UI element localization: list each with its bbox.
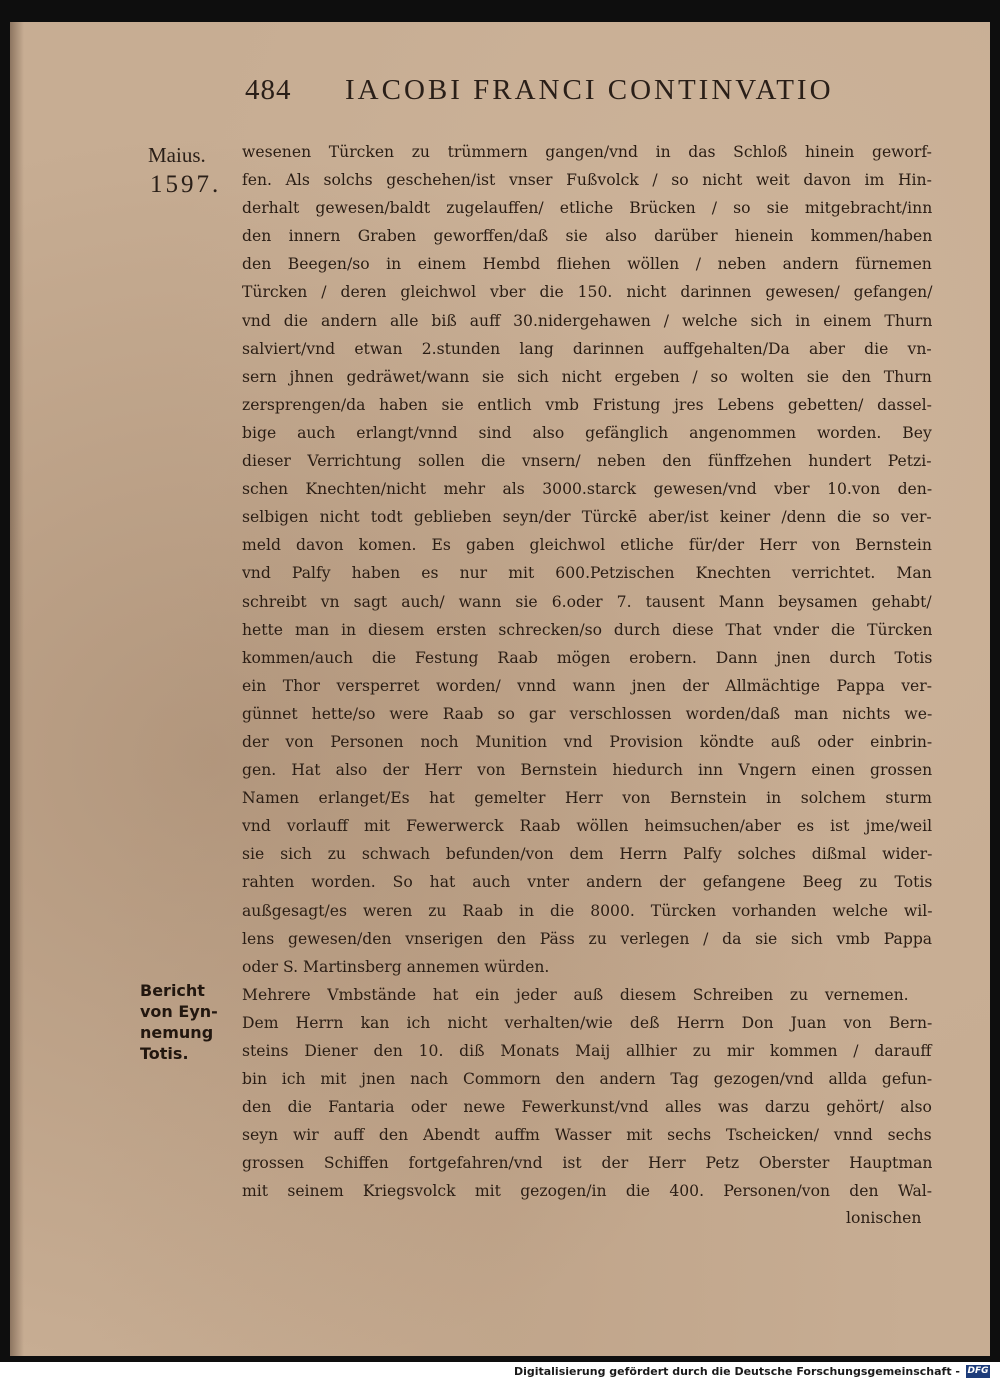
body-text (242, 138, 942, 1206)
text-line: steins Diener den 10. diß Monats Maij allhier zu mir kommen / darauff (242, 1042, 932, 1060)
text-line: den die Fantaria oder newe Fewerkunst/vnd alles was darzu gehört/ also (242, 1098, 932, 1117)
margin-note-line: von Eyn- (140, 1002, 218, 1021)
margin-date (148, 140, 248, 200)
text-line: kommen/auch die Festung Raab mögen erobern. Dann jnen durch Totis (242, 648, 933, 667)
text-line: oder S. Martinsberg annemen würden. (242, 957, 550, 976)
text-line: Türcken / deren gleichwol vber die 150. nicht darinnen gewesen/ gefangen/ (242, 283, 933, 302)
text-line: rahten worden. So hat auch vnter andern der gefangene Beeg zu Totis (242, 873, 933, 892)
margin-year: 1597. (150, 171, 222, 198)
text-line: salviert/vnd etwan 2.stunden lang darinnen auffgehalten/Da aber die vn- (242, 339, 932, 358)
text-line: hette man in diesem ersten schrecken/so durch diese That vnder die Türcken (242, 620, 933, 639)
text-line: mit seinem Kriegsvolck mit gezogen/in die 400. Personen/von den Wal- (242, 1182, 933, 1201)
book-page (10, 22, 990, 1356)
page-edge-shadow (10, 22, 24, 1356)
text-line: günnet hette/so were Raab so gar verschlossen worden/daß man nichts we- (242, 704, 933, 723)
text-line: ein Thor versperret worden/ vnnd wann jnen der Allmächtige Pappa ver- (242, 676, 933, 695)
text-line: bin ich mit jnen nach Commorn den andern Tag gezogen/vnd allda gefun- (242, 1070, 933, 1089)
text-line: zersprengen/da haben sie entlich vmb Fristung jres Lebens gebetten/ dassel- (242, 395, 932, 414)
text-line: fen. Als solchs geschehen/ist vnser Fußvolck / so nicht weit davon im Hin- (242, 171, 932, 190)
margin-note-line: nemung (140, 1023, 214, 1042)
margin-month: Maius. (148, 143, 206, 167)
text-line: vnd die andern alle biß auff 30.nidergehawen / welche sich in einem Thurn (242, 311, 933, 330)
text-line: der von Personen noch Munition vnd Provision köndte auß oder einbrin- (242, 732, 933, 751)
text-line: Namen erlanget/Es hat gemelter Herr von Bernstein in solchem sturm (242, 789, 932, 808)
text-line: lens gewesen/den vnserigen den Päss zu verlegen / da sie sich vmb Pappa (242, 929, 933, 948)
text-line: gen. Hat also der Herr von Bernstein hiedurch inn Vngern einen grossen (242, 761, 933, 780)
catchword: lonischen (846, 1209, 922, 1227)
page-title: IACOBI FRANCI CONTINVATIO (345, 74, 834, 106)
margin-note (140, 980, 250, 1064)
text-line: den Beegen/so in einem Hembd fliehen wöllen / neben andern fürnemen (242, 255, 932, 274)
text-line: vnd vorlauff mit Fewerwerck Raab wöllen heimsuchen/aber es ist jme/weil (242, 817, 933, 836)
text-line: sie sich zu schwach befunden/von dem Herrn Palfy solches dißmal wider- (242, 845, 933, 864)
text-line: Dem Herrn kan ich nicht verhalten/wie deß Herrn Don Juan von Bern- (242, 1013, 933, 1032)
text-line: schen Knechten/nicht mehr als 3000.starck gewesen/vnd vber 10.von den- (242, 480, 933, 499)
dfg-logo: DFG (967, 1366, 989, 1376)
running-head (245, 74, 905, 114)
digitization-footer (0, 1362, 1000, 1382)
text-line: seyn wir auff den Abendt auffm Wasser mit sechs Tscheicken/ vnnd sechs (242, 1126, 932, 1145)
text-line: schreibt vn sagt auch/ wann sie 6.oder 7. tausent Mann beysamen gehabt/ (242, 592, 932, 611)
page-number: 484 (245, 74, 292, 106)
margin-note-line: Bericht (140, 981, 205, 1000)
text-line: Mehrere Vmbstände hat ein jeder auß diesem Schreiben zu vernemen. (242, 985, 909, 1004)
text-line: vnd Palfy haben es nur mit 600.Petzischen Knechten verrichtet. Man (242, 564, 932, 583)
text-line: selbigen nicht todt geblieben seyn/der Türckē aber/ist keiner /denn die so ver- (242, 508, 932, 527)
funding-credit: Digitalisierung gefördert durch die Deutsche Forschungsgemeinschaft - (513, 1365, 960, 1378)
text-line: wesenen Türcken zu trümmern gangen/vnd in das Schloß hinein geworf- (242, 143, 932, 161)
margin-note-line: Totis. (140, 1044, 189, 1063)
text-line: grossen Schiffen fortgefahren/vnd ist der Herr Petz Oberster Hauptman (242, 1154, 933, 1173)
text-line: den innern Graben geworffen/daß sie also darüber hienein kommen/haben (242, 227, 933, 246)
text-line: derhalt gewesen/baldt zugelauffen/ etliche Brücken / so sie mitgebracht/inn (242, 199, 933, 218)
text-line: dieser Verrichtung sollen die vnsern/ neben den fünffzehen hundert Petzi- (242, 452, 932, 471)
text-line: außgesagt/es weren zu Raab in die 8000. Türcken vorhanden welche wil- (242, 901, 933, 920)
text-line: bige auch erlangt/vnnd sind also gefänglich angenommen worden. Bey (242, 423, 932, 442)
text-line: sern jhnen gedräwet/wann sie sich nicht ergeben / so wolten sie den Thurn (242, 367, 932, 386)
text-line: meld davon komen. Es gaben gleichwol etliche für/der Herr von Bernstein (242, 536, 932, 555)
